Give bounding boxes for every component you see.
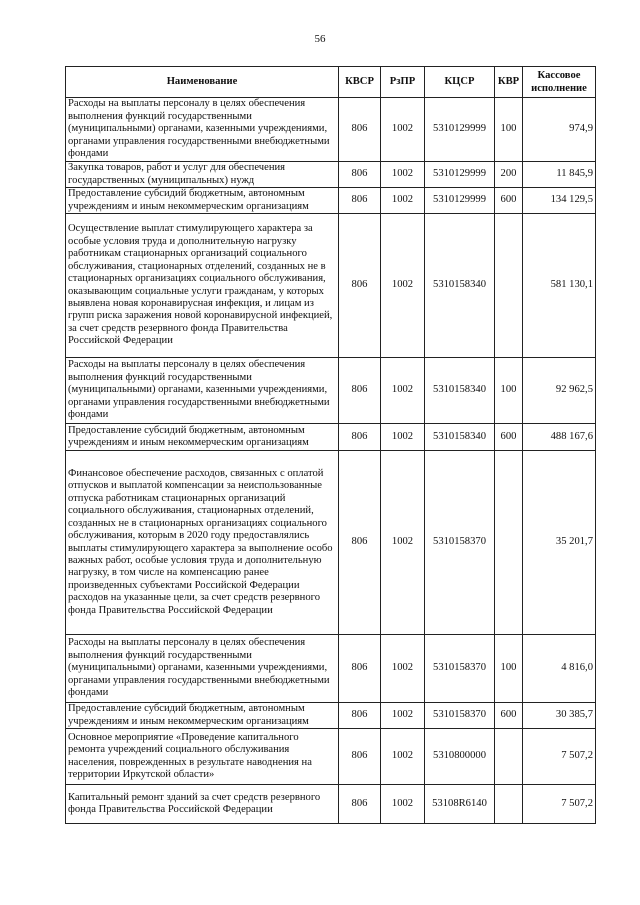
table-header-row — [66, 67, 596, 98]
cell-kvsr: 806 — [339, 635, 381, 703]
cell-kvr: 600 — [495, 703, 523, 729]
cell-kcsr: 5310158370 — [425, 703, 495, 729]
cell-kvsr: 806 — [339, 214, 381, 358]
table-row — [66, 424, 596, 451]
table-row — [66, 451, 596, 635]
cell-amount: 35 201,7 — [523, 451, 596, 635]
cell-kcsr: 5310158370 — [425, 635, 495, 703]
cell-rzpr: 1002 — [381, 635, 425, 703]
cell-amount: 30 385,7 — [523, 703, 596, 729]
header-kcsr: КЦСР — [425, 67, 495, 98]
cell-name: Предоставление субсидий бюджетным, автономным учреждениям и иным некоммерческим организациям — [66, 703, 339, 729]
cell-rzpr: 1002 — [381, 424, 425, 451]
header-rzpr: РзПР — [381, 67, 425, 98]
cell-kvr: 100 — [495, 358, 523, 424]
table-row — [66, 162, 596, 188]
cell-kvr: 600 — [495, 424, 523, 451]
cell-amount: 581 130,1 — [523, 214, 596, 358]
cell-rzpr: 1002 — [381, 98, 425, 162]
table-row — [66, 98, 596, 162]
cell-name: Расходы на выплаты персоналу в целях обеспечения выполнения функций государственными (муниципальными) органами, казенными учреждениями, органами управления государственными внебюджетными фондами — [66, 98, 339, 162]
table-row — [66, 635, 596, 703]
cell-amount: 11 845,9 — [523, 162, 596, 188]
cell-kcsr: 5310158370 — [425, 451, 495, 635]
header-name: Наименование — [66, 67, 339, 98]
cell-amount: 7 507,2 — [523, 785, 596, 824]
header-amount-line2: исполнение — [531, 83, 587, 94]
cell-name: Закупка товаров, работ и услуг для обеспечения государственных (муниципальных) нужд — [66, 162, 339, 188]
cell-amount: 4 816,0 — [523, 635, 596, 703]
header-kvsr: КВСР — [339, 67, 381, 98]
cell-kvsr: 806 — [339, 162, 381, 188]
cell-kcsr: 5310158340 — [425, 214, 495, 358]
table-row — [66, 214, 596, 358]
cell-amount: 92 962,5 — [523, 358, 596, 424]
cell-kvsr: 806 — [339, 729, 381, 785]
cell-kvsr: 806 — [339, 424, 381, 451]
cell-kvr: 100 — [495, 635, 523, 703]
cell-kvr: 100 — [495, 98, 523, 162]
cell-kcsr: 5310800000 — [425, 729, 495, 785]
cell-kvsr: 806 — [339, 785, 381, 824]
cell-name: Расходы на выплаты персоналу в целях обеспечения выполнения функций государственными (муниципальными) органами, казенными учреждениями, органами управления государственными внебюджетными фондами — [66, 635, 339, 703]
cell-kvsr: 806 — [339, 188, 381, 214]
cell-rzpr: 1002 — [381, 451, 425, 635]
cell-name: Расходы на выплаты персоналу в целях обеспечения выполнения функций государственными (муниципальными) органами, казенными учреждениями, органами управления государственными внебюджетными фондами — [66, 358, 339, 424]
cell-kvsr: 806 — [339, 703, 381, 729]
table-row — [66, 729, 596, 785]
cell-kcsr: 5310129999 — [425, 188, 495, 214]
table-row — [66, 188, 596, 214]
cell-rzpr: 1002 — [381, 188, 425, 214]
cell-kvr: 200 — [495, 162, 523, 188]
cell-amount: 974,9 — [523, 98, 596, 162]
page-number: 56 — [314, 33, 326, 45]
cell-kvr: 600 — [495, 188, 523, 214]
cell-kcsr: 5310158340 — [425, 358, 495, 424]
cell-kcsr: 5310129999 — [425, 98, 495, 162]
budget-execution-table — [65, 66, 596, 824]
cell-amount: 488 167,6 — [523, 424, 596, 451]
cell-rzpr: 1002 — [381, 214, 425, 358]
cell-name: Осуществление выплат стимулирующего характера за особые условия труда и дополнительную нагрузку работникам стационарных организаций социального обслуживания, стационарных отделений, созданных не в стационарных организациях социального обслуживания, оказывающим социальные услуги гражданам, у которых выявлена новая коронавирусная инфекция, и лицам из групп риска заражения новой коронавирусной инфекцией, за счет средств резервного фонда Правительства Российской Федерации — [66, 214, 339, 358]
cell-kvsr: 806 — [339, 358, 381, 424]
cell-name: Предоставление субсидий бюджетным, автономным учреждениям и иным некоммерческим организациям — [66, 188, 339, 214]
header-kvr: КВР — [495, 67, 523, 98]
cell-kcsr: 53108R6140 — [425, 785, 495, 824]
cell-kvr — [495, 451, 523, 635]
table-row — [66, 703, 596, 729]
cell-name: Финансовое обеспечение расходов, связанных с оплатой отпусков и выплатой компенсации за неиспользованные отпуска работникам стационарных организаций социального обслуживания, стационарных отделений, созданных не в стационарных организациях социального обслуживания, которым в 2020 году предоставлялись выплаты стимулирующего характера за выполнение особо важных работ, особые условия труда и дополнительную нагрузку, в том числе на компенсацию ранее произведенных субъектами Российской Федерации расходов на указанные цели, за счет средств резервного фонда Правительства Российской Федерации — [66, 451, 339, 635]
cell-kvsr: 806 — [339, 451, 381, 635]
table-row — [66, 785, 596, 824]
cell-rzpr: 1002 — [381, 703, 425, 729]
cell-rzpr: 1002 — [381, 358, 425, 424]
header-amount — [523, 67, 596, 98]
cell-kvr — [495, 729, 523, 785]
cell-name: Основное мероприятие «Проведение капитального ремонта учреждений социального обслуживания населения, поврежденных в результате наводнения на территории Иркутской области» — [66, 729, 339, 785]
header-amount-line1: Кассовое — [537, 70, 581, 81]
cell-kcsr: 5310158340 — [425, 424, 495, 451]
table-row — [66, 358, 596, 424]
cell-rzpr: 1002 — [381, 162, 425, 188]
cell-rzpr: 1002 — [381, 729, 425, 785]
cell-name: Капитальный ремонт зданий за счет средств резервного фонда Правительства Российской Федерации — [66, 785, 339, 824]
cell-kcsr: 5310129999 — [425, 162, 495, 188]
cell-kvsr: 806 — [339, 98, 381, 162]
cell-amount: 7 507,2 — [523, 729, 596, 785]
cell-amount: 134 129,5 — [523, 188, 596, 214]
cell-kvr — [495, 785, 523, 824]
cell-rzpr: 1002 — [381, 785, 425, 824]
cell-name: Предоставление субсидий бюджетным, автономным учреждениям и иным некоммерческим организациям — [66, 424, 339, 451]
cell-kvr — [495, 214, 523, 358]
